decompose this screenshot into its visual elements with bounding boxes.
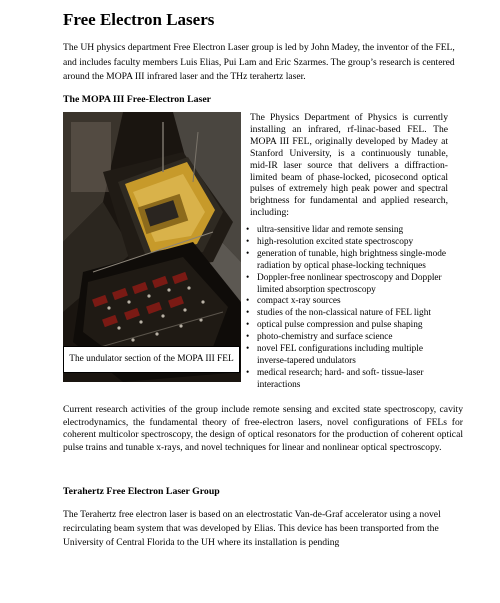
- list-item: • studies of the non-classical nature of FEL light: [246, 308, 431, 319]
- undulator-photo: [63, 112, 241, 382]
- bullet-icon: •: [246, 367, 250, 378]
- list-item: • optical pulse compression and pulse shaping: [246, 320, 423, 331]
- intro-paragraph: The UH physics department Free Electron Laser group is led by John Madey, the inventor of the FEL, and includes faculty members Luis Elias, Pui Lam and Eric Szarmes. The group’s research is centered around the MOPA III infrared laser and the THz terahertz laser.: [63, 42, 455, 82]
- bullet-icon: •: [246, 320, 250, 331]
- research-paragraph: Current research activities of the group include remote sensing and excited state spectroscopy, cavity electrodynamics, the fundamental theory of free-electron lasers, novel configurations of FELs for coherent multicolor spectroscopy, the design of optical resonators for the production of coherent optical pulse trains and tunable x-rays, and novel techniques for linear and nonlinear optical spectroscopy.: [63, 404, 463, 453]
- mopa-section-heading: The MOPA III Free-Electron Laser: [63, 94, 212, 105]
- page-title: Free Electron Lasers: [63, 10, 215, 29]
- mopa-description: The Physics Department of Physics is currently installing an infrared, rf-linac-based FEL. The MOPA III FEL, originally developed by Madey at Stanford University, is a continuously tunable, mid-IR laser source that delivers a diffraction-limited beam of phase-locked, picosecond optical pulses of extremely high peak power and spectral brightness for fundamental and applied research, including:: [250, 112, 448, 219]
- list-item: • compact x-ray sources: [246, 296, 341, 307]
- bullet-icon: •: [246, 272, 250, 283]
- bullet-icon: •: [246, 308, 250, 319]
- list-item: • generation of tunable, high brightness single-mode radiation by optical phase-locking techniques: [246, 248, 446, 271]
- bullet-icon: •: [246, 225, 250, 235]
- list-item: • novel FEL configurations including multiple inverse-tapered undulators: [246, 344, 423, 366]
- bullet-icon: •: [246, 236, 250, 247]
- list-item: • Doppler-free nonlinear spectroscopy and Doppler limited absorption spectroscopy: [246, 272, 442, 295]
- bullet-icon: •: [246, 332, 250, 343]
- list-item: • medical research; hard- and soft- tissue-laser interactions: [246, 367, 424, 390]
- undulator-photo-illustration: [63, 112, 241, 382]
- list-item: • high-resolution excited state spectroscopy: [246, 236, 414, 247]
- bullet-icon: •: [246, 248, 250, 259]
- list-item: • photo-chemistry and surface science: [246, 332, 393, 343]
- bullet-icon: •: [246, 344, 250, 355]
- applications-list: [246, 225, 451, 392]
- terahertz-section-heading: Terahertz Free Electron Laser Group: [63, 486, 220, 497]
- terahertz-paragraph: The Terahertz free electron laser is based on an electrostatic Van-de-Graf accelerator using a novel recirculating beam system that was developed by Elias. This device has been transported from the University of Central Florida to the UH where its installation is pending: [63, 509, 441, 548]
- photo-caption: The undulator section of the MOPA III FEL: [63, 346, 240, 373]
- bullet-icon: •: [246, 296, 250, 307]
- list-item: • ultra-sensitive lidar and remote sensing: [246, 225, 404, 235]
